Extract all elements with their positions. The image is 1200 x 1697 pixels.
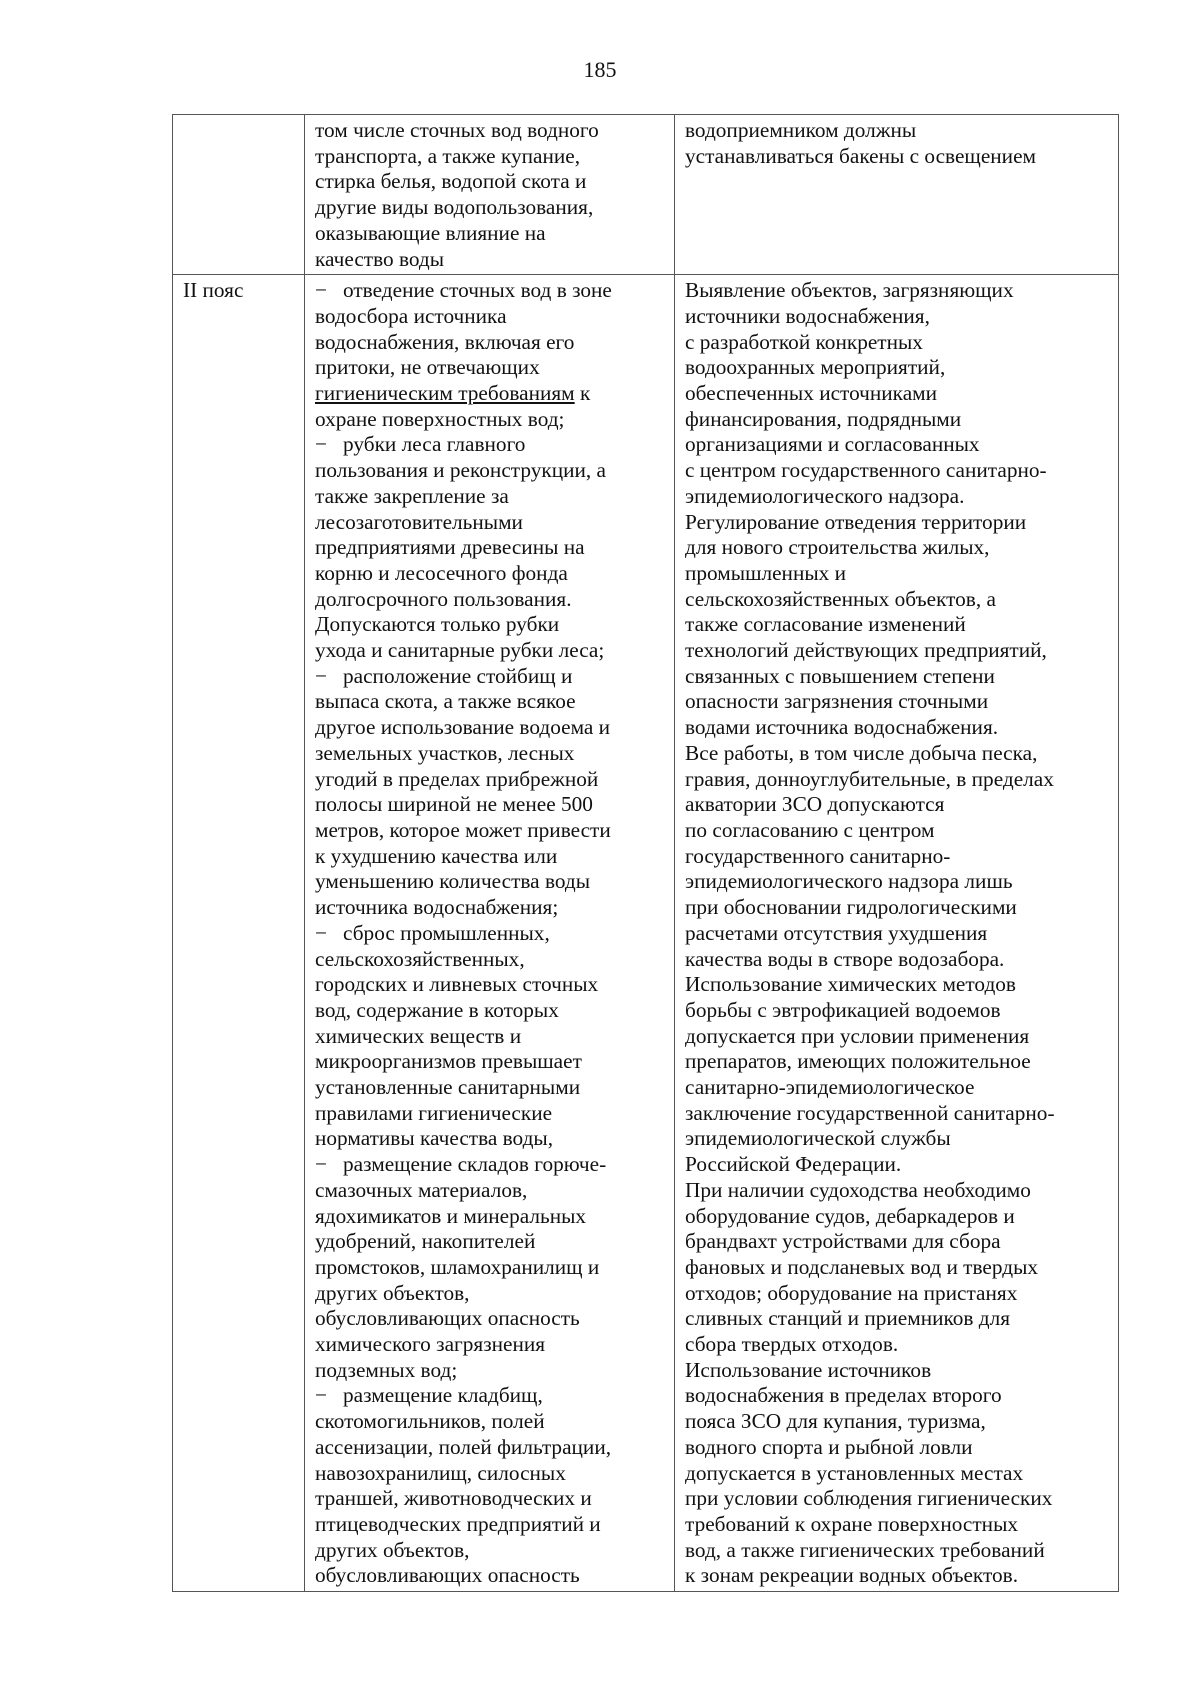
measure-line: водоснабжения в пределах второго	[685, 1383, 1002, 1408]
zone-cell	[173, 115, 305, 275]
measure-line: санитарно-эпидемиологическое	[685, 1075, 975, 1100]
restriction-line	[315, 247, 664, 273]
line-text: другое использование водоема и	[315, 715, 611, 740]
line-text: транспорта, а также купание,	[315, 143, 581, 168]
restriction-line	[315, 689, 664, 715]
restriction-line	[315, 144, 664, 170]
restrictions-cell	[305, 275, 675, 1592]
sanitary-zone-table	[172, 114, 1119, 1592]
measure-line: сельскохозяйственных объектов, а	[685, 586, 996, 611]
line-text: угодий в пределах прибрежной	[315, 766, 599, 791]
line-text: других объектов,	[315, 1537, 470, 1562]
line-text: качество воды	[315, 246, 445, 271]
restriction-line	[315, 1178, 664, 1204]
measure-line: к зонам рекреации водных объектов.	[685, 1563, 1019, 1588]
line-text: химического загрязнения	[315, 1332, 546, 1357]
line-text: охране поверхностных вод;	[315, 406, 565, 431]
restriction-line	[315, 715, 664, 741]
restriction-line	[315, 195, 664, 221]
measure-line: с центром государственного санитарно-	[685, 458, 1047, 483]
line-text: метров, которое может привести	[315, 817, 611, 842]
list-dash: −	[315, 1152, 328, 1177]
line-text: сброс промышленных,	[343, 920, 550, 945]
restriction-line	[315, 1281, 664, 1307]
line-text: притоки, не отвечающих	[315, 355, 540, 380]
measure-line: водоохранных мероприятий,	[685, 355, 946, 380]
restriction-line	[315, 1229, 664, 1255]
page-number: 185	[583, 57, 617, 82]
line-text: источника водоснабжения;	[315, 895, 559, 920]
measure-line: отходов; оборудование на пристанях	[685, 1280, 1018, 1305]
restriction-line	[315, 458, 664, 484]
line-text: ядохимикатов и минеральных	[315, 1203, 587, 1228]
restriction-line	[315, 1358, 664, 1384]
zone-cell: II пояс	[173, 275, 305, 1592]
line-text: обусловливающих опасность	[315, 1306, 580, 1331]
measure-line: Использование источников	[685, 1357, 932, 1382]
restriction-line	[315, 1512, 664, 1538]
line-text: отведение сточных вод в зоне	[343, 278, 612, 303]
line-text: к ухудшению качества или	[315, 843, 558, 868]
restriction-line	[315, 1332, 664, 1358]
line-text: другие виды водопользования,	[315, 195, 594, 220]
restriction-line	[315, 118, 664, 144]
restriction-line	[315, 1255, 664, 1281]
measure-line: эпидемиологической службы	[685, 1126, 951, 1151]
restriction-line	[315, 1538, 664, 1564]
measure-line: расчетами отсутствия ухудшения	[685, 920, 988, 945]
restriction-line	[315, 1383, 664, 1409]
restriction-line	[315, 844, 664, 870]
line-text: микроорганизмов превышает	[315, 1049, 582, 1074]
measure-line: акватории ЗСО допускаются	[685, 792, 945, 817]
line-text: том числе сточных вод водного	[315, 118, 599, 142]
measure-line: при обосновании гидрологическими	[685, 895, 1017, 920]
restriction-line	[315, 869, 664, 895]
restriction-line	[315, 330, 664, 356]
measure-line: для нового строительства жилых,	[685, 535, 990, 560]
line-text: подземных вод;	[315, 1357, 458, 1382]
line-text: химических веществ и	[315, 1023, 522, 1048]
restriction-line	[315, 1435, 664, 1461]
measure-line: допускается при условии применения	[685, 1023, 1030, 1048]
measure-line: эпидемиологического надзора лишь	[685, 869, 1013, 894]
line-text: вод, содержание в которых	[315, 997, 559, 1022]
measure-line: качества воды в створе водозабора.	[685, 946, 1005, 971]
list-dash: −	[315, 1383, 328, 1408]
measure-line: Регулирование отведения территории	[685, 509, 1027, 534]
measure-line: организациями и согласованных	[685, 432, 980, 457]
line-text: сельскохозяйственных,	[315, 946, 525, 971]
line-text: также закрепление за	[315, 483, 509, 508]
line-text: полосы шириной не менее 500	[315, 792, 593, 817]
line-text: рубки леса главного	[343, 432, 526, 457]
restriction-line	[315, 1461, 664, 1487]
measure-line: с разработкой конкретных	[685, 329, 923, 354]
line-text: смазочных материалов,	[315, 1177, 528, 1202]
line-text: ухода и санитарные рубки леса;	[315, 638, 605, 663]
measure-line: Использование химических методов	[685, 972, 1016, 997]
restriction-line	[315, 638, 664, 664]
line-text: стирка белья, водопой скота и	[315, 169, 587, 194]
restriction-line	[315, 947, 664, 973]
measure-line: При наличии судоходства необходимо	[685, 1177, 1031, 1202]
restriction-line	[315, 767, 664, 793]
restriction-line	[315, 998, 664, 1024]
measure-line: по согласованию с центром	[685, 817, 935, 842]
measure-line: гравия, донноуглубительные, в пределах	[685, 766, 1054, 791]
line-text: пользования и реконструкции, а	[315, 458, 606, 483]
restriction-line	[315, 510, 664, 536]
restriction-line	[315, 1126, 664, 1152]
restriction-line	[315, 535, 664, 561]
list-dash: −	[315, 920, 328, 945]
measure-line: оборудование судов, дебаркадеров и	[685, 1203, 1015, 1228]
list-dash: −	[315, 432, 328, 457]
restriction-line	[315, 1152, 664, 1178]
measure-line: борьбы с эвтрофикацией водоемов	[685, 997, 1001, 1022]
measures-cell	[675, 275, 1119, 1592]
measure-line: водоприемником должны	[685, 118, 917, 142]
line-text: промстоков, шламохранилищ и	[315, 1254, 600, 1279]
measure-line: сбора твердых отходов.	[685, 1332, 899, 1357]
line-text: расположение стойбищ и	[343, 663, 573, 688]
line-text: размещение кладбищ,	[343, 1383, 543, 1408]
restriction-line	[315, 407, 664, 433]
measure-line: государственного санитарно-	[685, 843, 951, 868]
measure-line: пояса ЗСО для купания, туризма,	[685, 1409, 986, 1434]
measure-line: заключение государственной санитарно-	[685, 1100, 1055, 1125]
restriction-line	[315, 1024, 664, 1050]
restriction-line	[315, 1306, 664, 1332]
measure-line: водами источника водоснабжения.	[685, 715, 999, 740]
measure-line: источники водоснабжения,	[685, 303, 930, 328]
measure-line: Все работы, в том числе добыча песка,	[685, 740, 1038, 765]
list-dash: −	[315, 663, 328, 688]
restriction-line	[315, 1563, 664, 1589]
line-text: уменьшению количества воды	[315, 869, 591, 894]
restriction-line	[315, 818, 664, 844]
measure-line: требований к охране поверхностных	[685, 1511, 1019, 1536]
measure-line: опасности загрязнения сточными	[685, 689, 989, 714]
restriction-line	[315, 169, 664, 195]
measure-line: Российской Федерации.	[685, 1152, 902, 1177]
measure-line: фановых и подсланевых вод и твердых	[685, 1254, 1039, 1279]
line-text: земельных участков, лесных	[315, 740, 575, 765]
restriction-line	[315, 1075, 664, 1101]
measure-line: технологий действующих предприятий,	[685, 638, 1047, 663]
restriction-line	[315, 1409, 664, 1435]
measure-line: обеспеченных источниками	[685, 381, 938, 406]
line-text: городских и ливневых сточных	[315, 972, 599, 997]
line-text: корню и лесосечного фонда	[315, 560, 568, 585]
restriction-line	[315, 561, 664, 587]
measure-line: Выявление объектов, загрязняющих	[685, 278, 1014, 303]
measure-line: допускается в установленных местах	[685, 1460, 1024, 1485]
line-text: лесозаготовительными	[315, 509, 523, 534]
line-text: к	[574, 381, 591, 406]
measure-line: финансирования, подрядными	[685, 406, 962, 431]
line-text: Допускаются только рубки	[315, 612, 560, 637]
restriction-line	[315, 221, 664, 247]
measure-line: связанных с повышением степени	[685, 663, 995, 688]
restrictions-cell	[305, 115, 675, 275]
list-dash: −	[315, 278, 328, 303]
measure-line: препаратов, имеющих положительное	[685, 1049, 1031, 1074]
restriction-line	[315, 355, 664, 381]
line-text: выпаса скота, а также всякое	[315, 689, 576, 714]
line-text: долгосрочного пользования.	[315, 586, 572, 611]
restriction-line	[315, 1101, 664, 1127]
restriction-line	[315, 612, 664, 638]
line-text: водосбора источника	[315, 303, 507, 328]
table-row	[173, 115, 1119, 275]
measure-line: промышленных и	[685, 560, 847, 585]
line-text: скотомогильников, полей	[315, 1409, 545, 1434]
line-text: размещение складов горюче-	[343, 1152, 607, 1177]
line-text: нормативы качества воды,	[315, 1126, 554, 1151]
line-text: оказывающие влияние на	[315, 220, 546, 245]
line-text: обусловливающих опасность	[315, 1563, 580, 1588]
restriction-line	[315, 278, 664, 304]
line-text: птицеводческих предприятий и	[315, 1511, 601, 1536]
restriction-line	[315, 1049, 664, 1075]
table-row	[173, 275, 1119, 1592]
restriction-line	[315, 921, 664, 947]
measure-line: также согласование изменений	[685, 612, 966, 637]
line-text: траншей, животноводческих и	[315, 1486, 592, 1511]
measure-line: брандвахт устройствами для сбора	[685, 1229, 1001, 1254]
line-text: водоснабжения, включая его	[315, 329, 575, 354]
underlined-term: гигиеническим требованиям	[315, 381, 575, 406]
measure-line: сливных станций и приемников для	[685, 1306, 1011, 1331]
measure-line: устанавливаться бакены с освещением	[685, 143, 1036, 168]
restriction-line	[315, 972, 664, 998]
restriction-line	[315, 484, 664, 510]
restriction-line	[315, 741, 664, 767]
restriction-line	[315, 792, 664, 818]
restriction-line	[315, 381, 664, 407]
line-text: других объектов,	[315, 1280, 470, 1305]
restriction-line	[315, 1486, 664, 1512]
restriction-line	[315, 1204, 664, 1230]
measure-line: эпидемиологического надзора.	[685, 483, 965, 508]
line-text: навозохранилищ, силосных	[315, 1460, 566, 1485]
measure-line: водного спорта и рыбной ловли	[685, 1434, 973, 1459]
line-text: удобрений, накопителей	[315, 1229, 536, 1254]
measures-cell	[675, 115, 1119, 275]
measure-line: вод, а также гигиенических требований	[685, 1537, 1045, 1562]
measure-line: при условии соблюдения гигиенических	[685, 1486, 1053, 1511]
restriction-line	[315, 664, 664, 690]
restriction-line	[315, 304, 664, 330]
line-text: правилами гигиенические	[315, 1100, 553, 1125]
restriction-line	[315, 432, 664, 458]
restriction-line	[315, 895, 664, 921]
restriction-line	[315, 587, 664, 613]
line-text: установленные санитарными	[315, 1075, 581, 1100]
line-text: ассенизации, полей фильтрации,	[315, 1434, 612, 1459]
line-text: предприятиями древесины на	[315, 535, 585, 560]
